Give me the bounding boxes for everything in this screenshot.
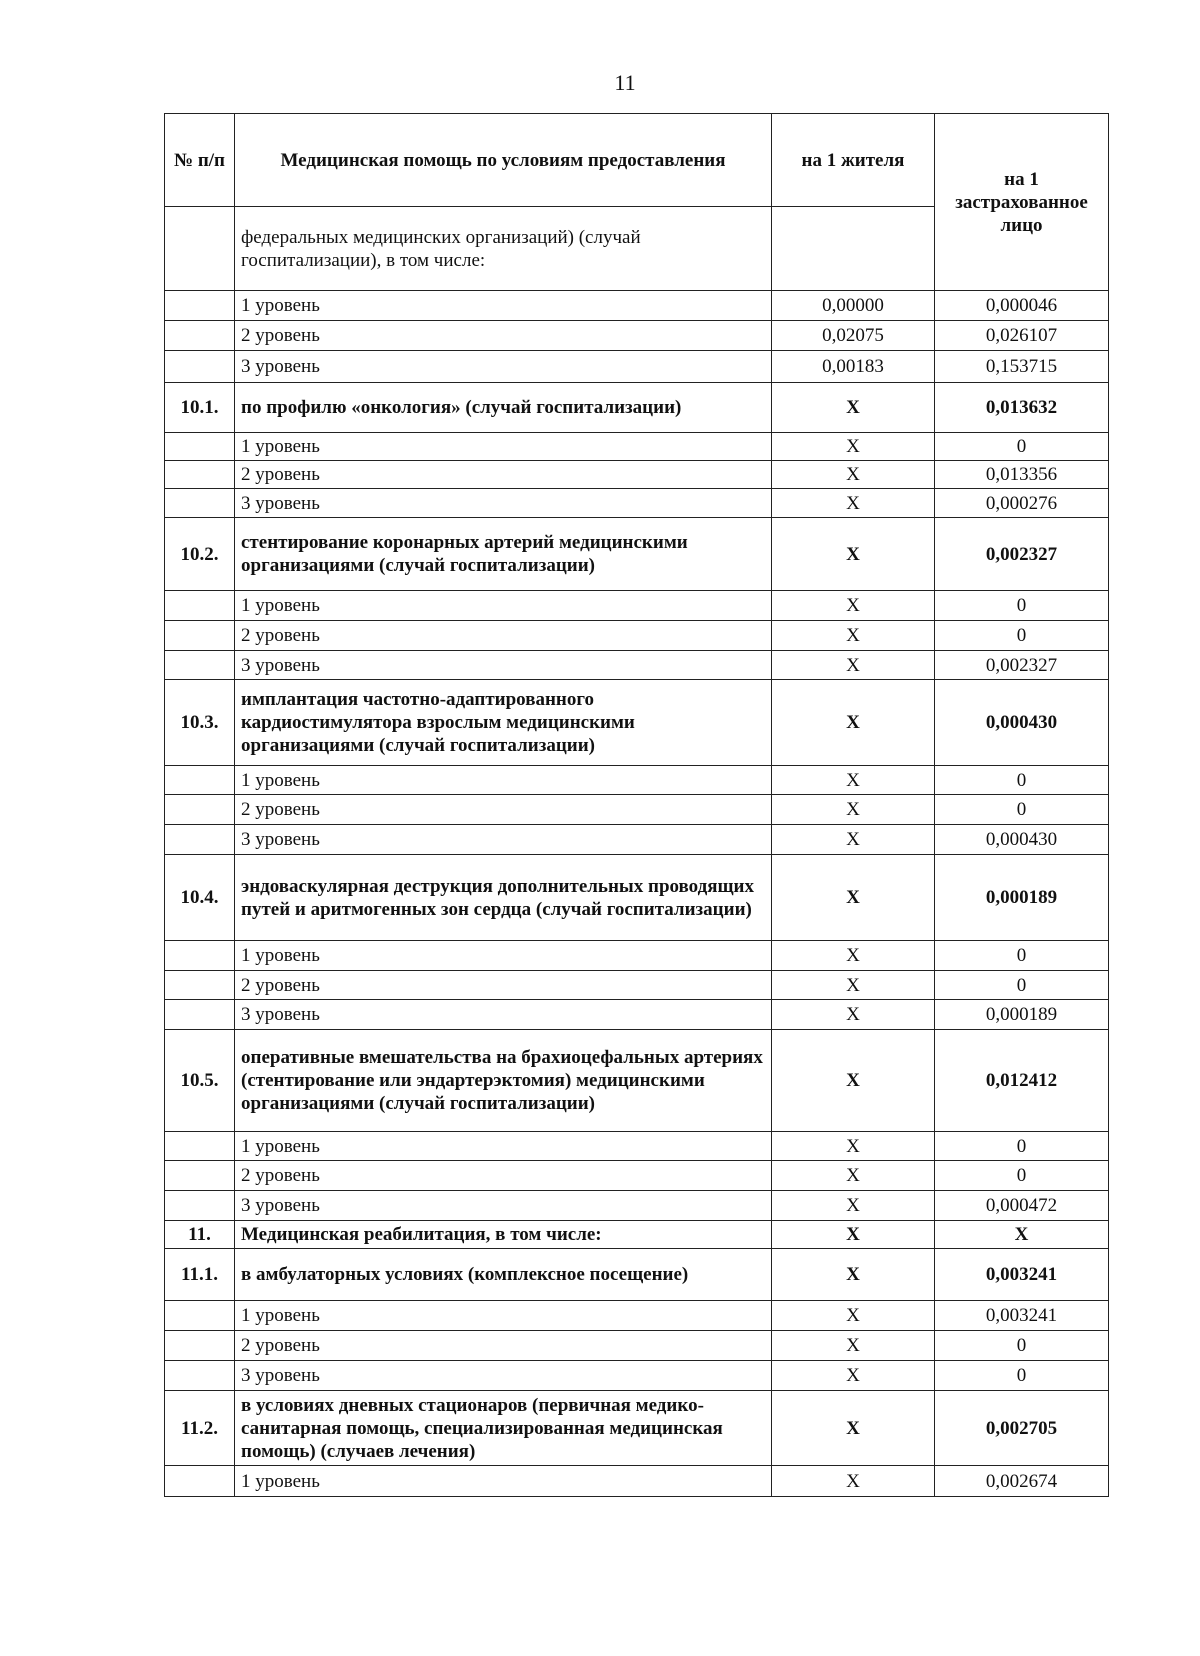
row-name: 3 уровень [235, 1191, 772, 1221]
value-per-insured: 0 [935, 795, 1109, 825]
row-number [165, 1331, 235, 1361]
value-per-resident: 0,00000 [772, 291, 935, 321]
value-per-resident: X [772, 651, 935, 680]
value-per-resident: X [772, 489, 935, 518]
value-per-resident: X [772, 1030, 935, 1132]
row-number [165, 795, 235, 825]
table-row [165, 825, 1109, 855]
row-number [165, 825, 235, 855]
header-num: № п/п [165, 114, 235, 207]
row-number [165, 1466, 235, 1497]
value-per-insured: 0,026107 [935, 321, 1109, 351]
row-number [165, 1191, 235, 1221]
value-per-insured: 0,002327 [935, 518, 1109, 591]
value-per-insured: 0,000430 [935, 680, 1109, 766]
row-number [165, 1301, 235, 1331]
value-per-resident: X [772, 795, 935, 825]
table-row [165, 1249, 1109, 1301]
row-name: 1 уровень [235, 1132, 772, 1161]
value-per-resident: X [772, 825, 935, 855]
row-number [165, 1361, 235, 1391]
row-name: 3 уровень [235, 351, 772, 383]
row-number [165, 1161, 235, 1191]
value-per-resident: X [772, 433, 935, 461]
value-per-insured: 0,000189 [935, 1000, 1109, 1030]
value-per-resident: X [772, 1361, 935, 1391]
row-number: 10.1. [165, 383, 235, 433]
value-per-insured: 0 [935, 941, 1109, 971]
row-number [165, 591, 235, 621]
value-per-insured: 0 [935, 766, 1109, 795]
row-number [165, 489, 235, 518]
table-row [165, 433, 1109, 461]
value-per-insured: 0 [935, 591, 1109, 621]
table-row [165, 766, 1109, 795]
value-per-insured: 0,000046 [935, 291, 1109, 321]
indicators-table [164, 113, 1109, 1497]
value-per-insured: 0,013356 [935, 461, 1109, 489]
row-name: 1 уровень [235, 766, 772, 795]
continued-blank [772, 207, 935, 291]
table-row [165, 1466, 1109, 1497]
value-per-resident: X [772, 1221, 935, 1249]
table-row [165, 591, 1109, 621]
row-number: 11.1. [165, 1249, 235, 1301]
table-row [165, 1331, 1109, 1361]
table-row [165, 1030, 1109, 1132]
row-name: 2 уровень [235, 1331, 772, 1361]
table-row [165, 651, 1109, 680]
table-row [165, 680, 1109, 766]
row-name: 2 уровень [235, 971, 772, 1000]
row-number [165, 621, 235, 651]
value-per-resident: X [772, 1000, 935, 1030]
row-name: 3 уровень [235, 825, 772, 855]
value-per-insured: 0,000430 [935, 825, 1109, 855]
value-per-insured: 0 [935, 1331, 1109, 1361]
table-row [165, 971, 1109, 1000]
value-per-resident: X [772, 680, 935, 766]
value-per-insured: 0,000472 [935, 1191, 1109, 1221]
value-per-resident: X [772, 383, 935, 433]
row-number: 10.4. [165, 855, 235, 941]
value-per-resident: X [772, 941, 935, 971]
table-row [165, 1361, 1109, 1391]
table-row [165, 795, 1109, 825]
row-name: 1 уровень [235, 433, 772, 461]
value-per-resident: X [772, 1331, 935, 1361]
row-name: 1 уровень [235, 1301, 772, 1331]
row-name: 3 уровень [235, 651, 772, 680]
row-name: 2 уровень [235, 321, 772, 351]
row-name: оперативные вмешательства на брахиоцефальных артериях (стентирование или эндартерэктомия) медицинскими организациями (случай госпитализации) [235, 1030, 772, 1132]
table-row [165, 518, 1109, 591]
row-number: 10.5. [165, 1030, 235, 1132]
row-name: Медицинская реабилитация, в том числе: [235, 1221, 772, 1249]
table-row [165, 1132, 1109, 1161]
value-per-insured: 0,000276 [935, 489, 1109, 518]
table-row [165, 321, 1109, 351]
row-number [165, 321, 235, 351]
value-per-insured: 0 [935, 1132, 1109, 1161]
header-per-insured: на 1 застрахованное лицо [935, 114, 1109, 291]
row-name: 2 уровень [235, 795, 772, 825]
table-row [165, 1221, 1109, 1249]
row-name: 3 уровень [235, 489, 772, 518]
table-row [165, 1161, 1109, 1191]
value-per-resident: X [772, 1391, 935, 1466]
value-per-insured: 0 [935, 1361, 1109, 1391]
value-per-insured: 0,003241 [935, 1249, 1109, 1301]
table-body [165, 291, 1109, 1497]
value-per-insured: 0,003241 [935, 1301, 1109, 1331]
row-name: 3 уровень [235, 1361, 772, 1391]
row-name: по профилю «онкология» (случай госпитализации) [235, 383, 772, 433]
value-per-insured: 0,002327 [935, 651, 1109, 680]
value-per-resident: X [772, 591, 935, 621]
value-per-resident: X [772, 1191, 935, 1221]
value-per-insured: 0 [935, 433, 1109, 461]
row-number [165, 941, 235, 971]
row-number [165, 1132, 235, 1161]
table-row [165, 1301, 1109, 1331]
row-name: 1 уровень [235, 941, 772, 971]
table-row [165, 489, 1109, 518]
value-per-insured: 0,013632 [935, 383, 1109, 433]
value-per-insured: 0 [935, 1161, 1109, 1191]
row-number [165, 1000, 235, 1030]
row-name: 1 уровень [235, 591, 772, 621]
value-per-resident: X [772, 1132, 935, 1161]
row-number [165, 351, 235, 383]
value-per-insured: 0,002705 [935, 1391, 1109, 1466]
value-per-insured: 0,012412 [935, 1030, 1109, 1132]
row-name: в условиях дневных стационаров (первичная медико-санитарная помощь, специализированная медицинская помощь) (случаев лечения) [235, 1391, 772, 1466]
row-number [165, 766, 235, 795]
value-per-insured: 0,000189 [935, 855, 1109, 941]
table-row [165, 291, 1109, 321]
value-per-insured: 0 [935, 971, 1109, 1000]
value-per-insured: 0,002674 [935, 1466, 1109, 1497]
value-per-resident: X [772, 1249, 935, 1301]
value-per-resident: X [772, 461, 935, 489]
table-row [165, 1000, 1109, 1030]
value-per-resident: X [772, 621, 935, 651]
row-number: 11.2. [165, 1391, 235, 1466]
row-number [165, 433, 235, 461]
value-per-insured: X [935, 1221, 1109, 1249]
header-name: Медицинская помощь по условиям предоставления [235, 114, 772, 207]
page-number: 11 [614, 70, 636, 95]
row-name: 2 уровень [235, 461, 772, 489]
value-per-resident: X [772, 518, 935, 591]
continued-text: федеральных медицинских организаций) (случай госпитализации), в том числе: [235, 207, 772, 291]
row-number: 10.2. [165, 518, 235, 591]
row-name: эндоваскулярная деструкция дополнительных проводящих путей и аритмогенных зон сердца (случай госпитализации) [235, 855, 772, 941]
row-number: 11. [165, 1221, 235, 1249]
continued-num [165, 207, 235, 291]
row-name: 1 уровень [235, 291, 772, 321]
value-per-insured: 0 [935, 621, 1109, 651]
row-name: в амбулаторных условиях (комплексное посещение) [235, 1249, 772, 1301]
row-name: стентирование коронарных артерий медицинскими организациями (случай госпитализации) [235, 518, 772, 591]
value-per-resident: X [772, 1161, 935, 1191]
row-name: 2 уровень [235, 1161, 772, 1191]
value-per-resident: X [772, 766, 935, 795]
row-name: 2 уровень [235, 621, 772, 651]
value-per-insured: 0,153715 [935, 351, 1109, 383]
row-number [165, 291, 235, 321]
table-row [165, 941, 1109, 971]
table-row [165, 1191, 1109, 1221]
row-number: 10.3. [165, 680, 235, 766]
row-name: имплантация частотно-адаптированного кардиостимулятора взрослым медицинскими организациями (случай госпитализации) [235, 680, 772, 766]
value-per-resident: X [772, 1466, 935, 1497]
value-per-resident: X [772, 1301, 935, 1331]
row-number [165, 461, 235, 489]
row-number [165, 971, 235, 1000]
value-per-resident: X [772, 971, 935, 1000]
table-row [165, 621, 1109, 651]
value-per-resident: 0,00183 [772, 351, 935, 383]
value-per-resident: 0,02075 [772, 321, 935, 351]
row-name: 3 уровень [235, 1000, 772, 1030]
table-row [165, 855, 1109, 941]
row-name: 1 уровень [235, 1466, 772, 1497]
header-per-resident: на 1 жителя [772, 114, 935, 207]
table-row [165, 351, 1109, 383]
value-per-resident: X [772, 855, 935, 941]
row-number [165, 651, 235, 680]
table-row [165, 461, 1109, 489]
table-row [165, 383, 1109, 433]
table-row [165, 1391, 1109, 1466]
